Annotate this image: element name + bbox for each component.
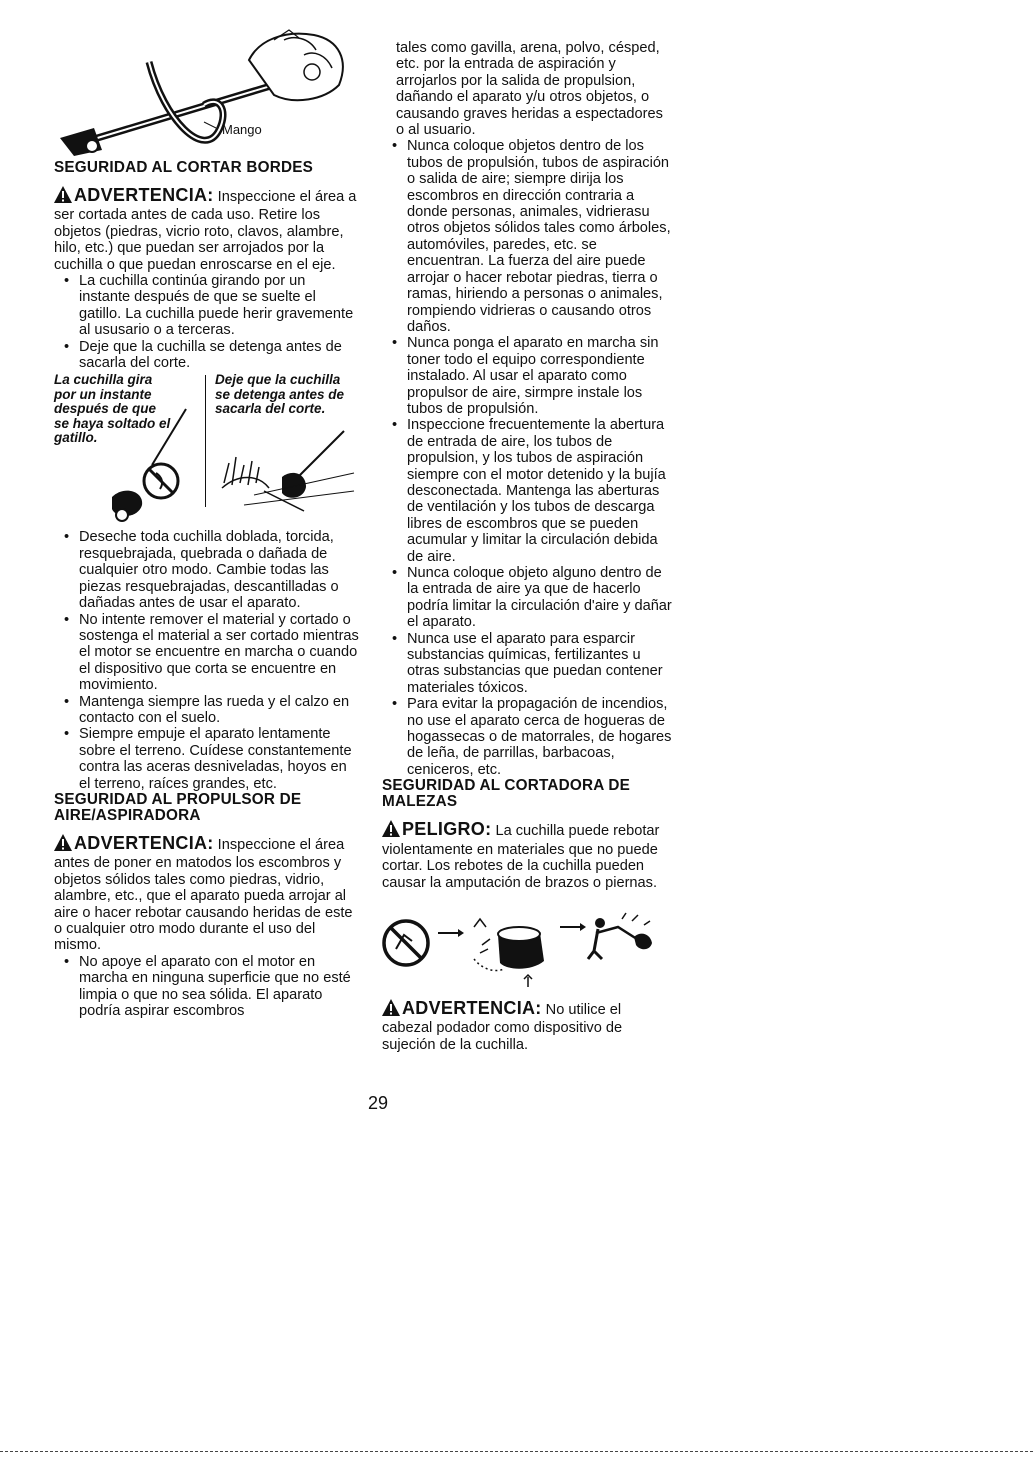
list-item: • Siempre empuje el aparato lentamente sobre el terreno. Cuídese constantemente contra las aceras desniveladas, hoyos en el terreno, raíces grandes, etc.: [54, 726, 359, 792]
list-item: • Nunca use el aparato para esparcir substancias químicas, fertilizantes u otras substancias que puedan contener materiales tóxicos.: [382, 631, 674, 697]
warning-triangle-icon: [54, 186, 72, 207]
figure-label-mango: Mango: [222, 122, 262, 137]
heading-propulsor: SEGURIDAD AL PROPULSOR DE AIRE/ASPIRADORA: [54, 790, 302, 824]
bottom-dashed-rule: [0, 1451, 1033, 1452]
warning-bordes-label: ADVERTENCIA:: [74, 185, 214, 205]
list-item: • Mantenga siempre las rueda y el calzo en contacto con el suelo.: [54, 694, 359, 727]
list-item: • Deje que la cuchilla se detenga antes de sacarla del corte.: [54, 339, 359, 372]
right-column: [382, 40, 674, 1053]
warning-propulsor-label: ADVERTENCIA:: [74, 832, 214, 853]
kickback-drawing: [382, 897, 674, 989]
kickback-illustration: [382, 897, 674, 989]
bullets-aspiradora: [382, 138, 674, 778]
warning-malezas-label: ADVERTENCIA:: [402, 997, 542, 1018]
list-item: • Inspeccione frecuentemente la abertura de entrada de aire, los tubos de propulsion, y los tubos de aspiración siempre con el motor detenido y la bujía desconectada. Mantenga las aberturas de ventilación y los tubos de descarga libres de escombros que se pueden acumular y limitar la circulación debida de aire.: [382, 417, 674, 565]
danger-text: La cuchilla puede rebotar violentamente en materiales que no puede cortar. Los rebotes de la cuchilla pueden causar la amputación de brazos o piernas.: [382, 823, 660, 891]
list-item: • La cuchilla continúa girando por un instante después de que se suelte el gatillo. La cuchilla puede herir gravemente al ususario o a terceras.: [54, 273, 359, 339]
continuation-text: tales como gavilla, arena, polvo, césped, etc. por la entrada de aspiración y arrojarlos por la salida de propulsion, dañando el aparato y/u otros objetos, o causando graves heridas a espectadores o al usuario.: [396, 40, 663, 139]
danger-label: PELIGRO:: [402, 819, 492, 840]
figure-caption-right: Deje que la cuchilla se detenga antes de sacarla del corte.: [215, 372, 345, 417]
warning-triangle-icon: [382, 999, 400, 1020]
warning-malezas-text: No utilice el cabezal podador como dispositivo de sujeción de la cuchilla.: [382, 1001, 623, 1053]
blade-drawing: [54, 373, 359, 525]
warning-bordes: [54, 186, 359, 273]
left-column: [54, 10, 359, 1019]
bullets-propulsor: [54, 954, 359, 1020]
list-item: • Para evitar la propagación de incendios, no use el aparato cerca de hogueras de hogassecas o de matorrales, de hogares de leña, de parrillas, barbacoas, ceniceros, etc.: [382, 696, 674, 778]
list-item: • Nunca ponga el aparato en marcha sin toner todo el equipo correspondiente instalado. Al usar el aparato como propulsor de aire, sirmpre instale los tubos de propulsión.: [382, 335, 674, 417]
bullets-bordes-2: [54, 529, 359, 792]
list-item: • Nunca coloque objetos dentro de los tubos de propulsión, tubos de aspiración o salida de aire; siempre dirija los escombros en dirección contraria a donde personas, animales, vidrierasu otros objetos sólidos tales como árboles, automóviles, paredes, etc. se encuentran. La fuerza del aire puede arrojar o hacer rebotar piedras, tierra o ramas, hiriendo a personas o animales, rompiendo vidrieras o causando otros daños.: [382, 138, 674, 335]
list-item: • Nunca coloque objeto alguno dentro de la entrada de aire ya que de hacerlo podría limitar la circulación d'aire y dañar el aparato.: [382, 565, 674, 631]
page-number: 29: [368, 1093, 389, 1113]
list-item: • No apoye el aparato con el motor en marcha en ninguna superficie que no esté limpia o que no sea sólida. El aparato podría aspirar escombros: [54, 954, 359, 1020]
warning-bordes-text: Inspeccione el área a ser cortada antes de cada uso. Retire los objetos (piedras, vicrio roto, clavos, alambre, hilo, etc.) que puedan ser arrojados por la cuchilla o que puedan enroscarse en el eje.: [54, 189, 357, 273]
list-item: • No intente remover el material y cortado o sostenga el material a ser cortado mientras el motor se encuentre en marcha o cuando el dispositivo que corta se encuentre en movimiento.: [54, 612, 359, 694]
warning-malezas: [382, 999, 674, 1053]
warning-propulsor-text: Inspeccione el área antes de poner en matodos los escombros y objetos sólidos tales como piedras, vidrio, alambre, etc., que el aparato pueda arrojar al aire o hacer rebotar causando heridas de este o cualquier otro modo durante el uso del mismo.: [54, 836, 353, 954]
trimmer-drawing: [54, 10, 359, 160]
blade-stop-illustration: [54, 373, 359, 525]
list-item: • Deseche toda cuchilla doblada, torcida, resquebrajada, quebrada o dañada de cualquier otro modo. Cambie todas las piezas resquebrajadas, descantilladas o dañadas antes de usar el aparato.: [54, 529, 359, 611]
warning-propulsor: [54, 834, 359, 954]
figure-caption-left: La cuchilla gira por un instante después de que se haya soltado el gatillo.: [54, 372, 171, 446]
heading-malezas: SEGURIDAD AL CORTADORA DE MALEZAS: [382, 777, 631, 811]
heading-bordes: SEGURIDAD AL CORTAR BORDES: [54, 159, 314, 176]
warning-triangle-icon: [54, 834, 72, 855]
trimmer-handle-illustration: [54, 10, 359, 160]
warning-triangle-icon: [382, 820, 400, 841]
bullets-bordes-1: [54, 273, 359, 371]
danger-malezas: [382, 820, 674, 891]
